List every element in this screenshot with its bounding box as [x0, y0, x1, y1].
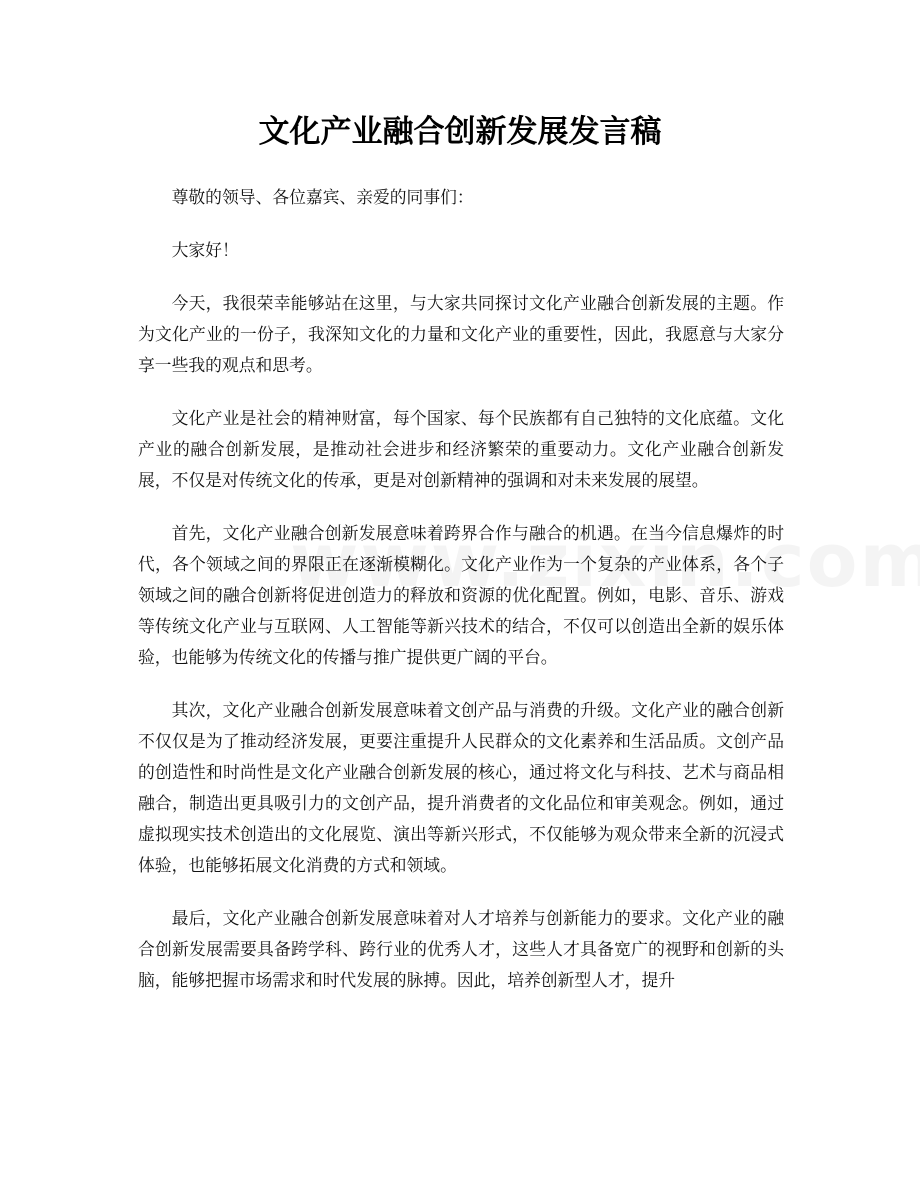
paragraph-second-point: 其次，文化产业融合创新发展意味着文创产品与消费的升级。文化产业的融合创新不仅仅是为了推动经济发展，更要注重提升人民群众的文化素养和生活品质。文创产品的创造性和时尚性是文化产业融合创新发展的核心，通过将文化与科技、艺术与商品相融合，制造出更具吸引力的文创产品，提升消费者的文化品位和审美观念。例如，通过虚拟现实技术创造出的文化展览、演出等新兴形式，不仅能够为观众带来全新的沉浸式体验，也能够拓展文化消费的方式和领域。 [138, 700, 784, 875]
paragraph-final-point: 最后，文化产业融合创新发展意味着对人才培养与创新能力的要求。文化产业的融合创新发展需要具备跨学科、跨行业的优秀人才，这些人才具备宽广的视野和创新的头脑，能够把握市场需求和时代发展的脉搏。因此，培养创新型人才，提升 [138, 908, 784, 990]
paragraph-significance: 文化产业是社会的精神财富，每个国家、每个民族都有自己独特的文化底蕴。文化产业的融合创新发展，是推动社会进步和经济繁荣的重要动力。文化产业融合创新发展，不仅是对传统文化的传承，更是对创新精神的强调和对未来发展的展望。 [138, 408, 784, 490]
page-title: 文化产业融合创新发展发言稿 [258, 114, 662, 150]
paragraph-intro: 今天，我很荣幸能够站在这里，与大家共同探讨文化产业融合创新发展的主题。作为文化产业的一份子，我深知文化的力量和文化产业的重要性，因此，我愿意与大家分享一些我的观点和思考。 [138, 293, 784, 375]
paragraph-greeting: 大家好！ [171, 240, 239, 260]
document-body [138, 182, 784, 1018]
paragraph-first-point: 首先，文化产业融合创新发展意味着跨界合作与融合的机遇。在当今信息爆炸的时代，各个领域之间的界限正在逐渐模糊化。文化产业作为一个复杂的产业体系，各个子领域之间的融合创新将促进创造力的释放和资源的优化配置。例如，电影、音乐、游戏等传统文化产业与互联网、人工智能等新兴技术的结合，不仅可以创造出全新的娱乐体验，也能够为传统文化的传播与推广提供更广阔的平台。 [138, 523, 784, 667]
paragraph-salutation: 尊敬的领导、各位嘉宾、亲爱的同事们： [171, 187, 474, 207]
